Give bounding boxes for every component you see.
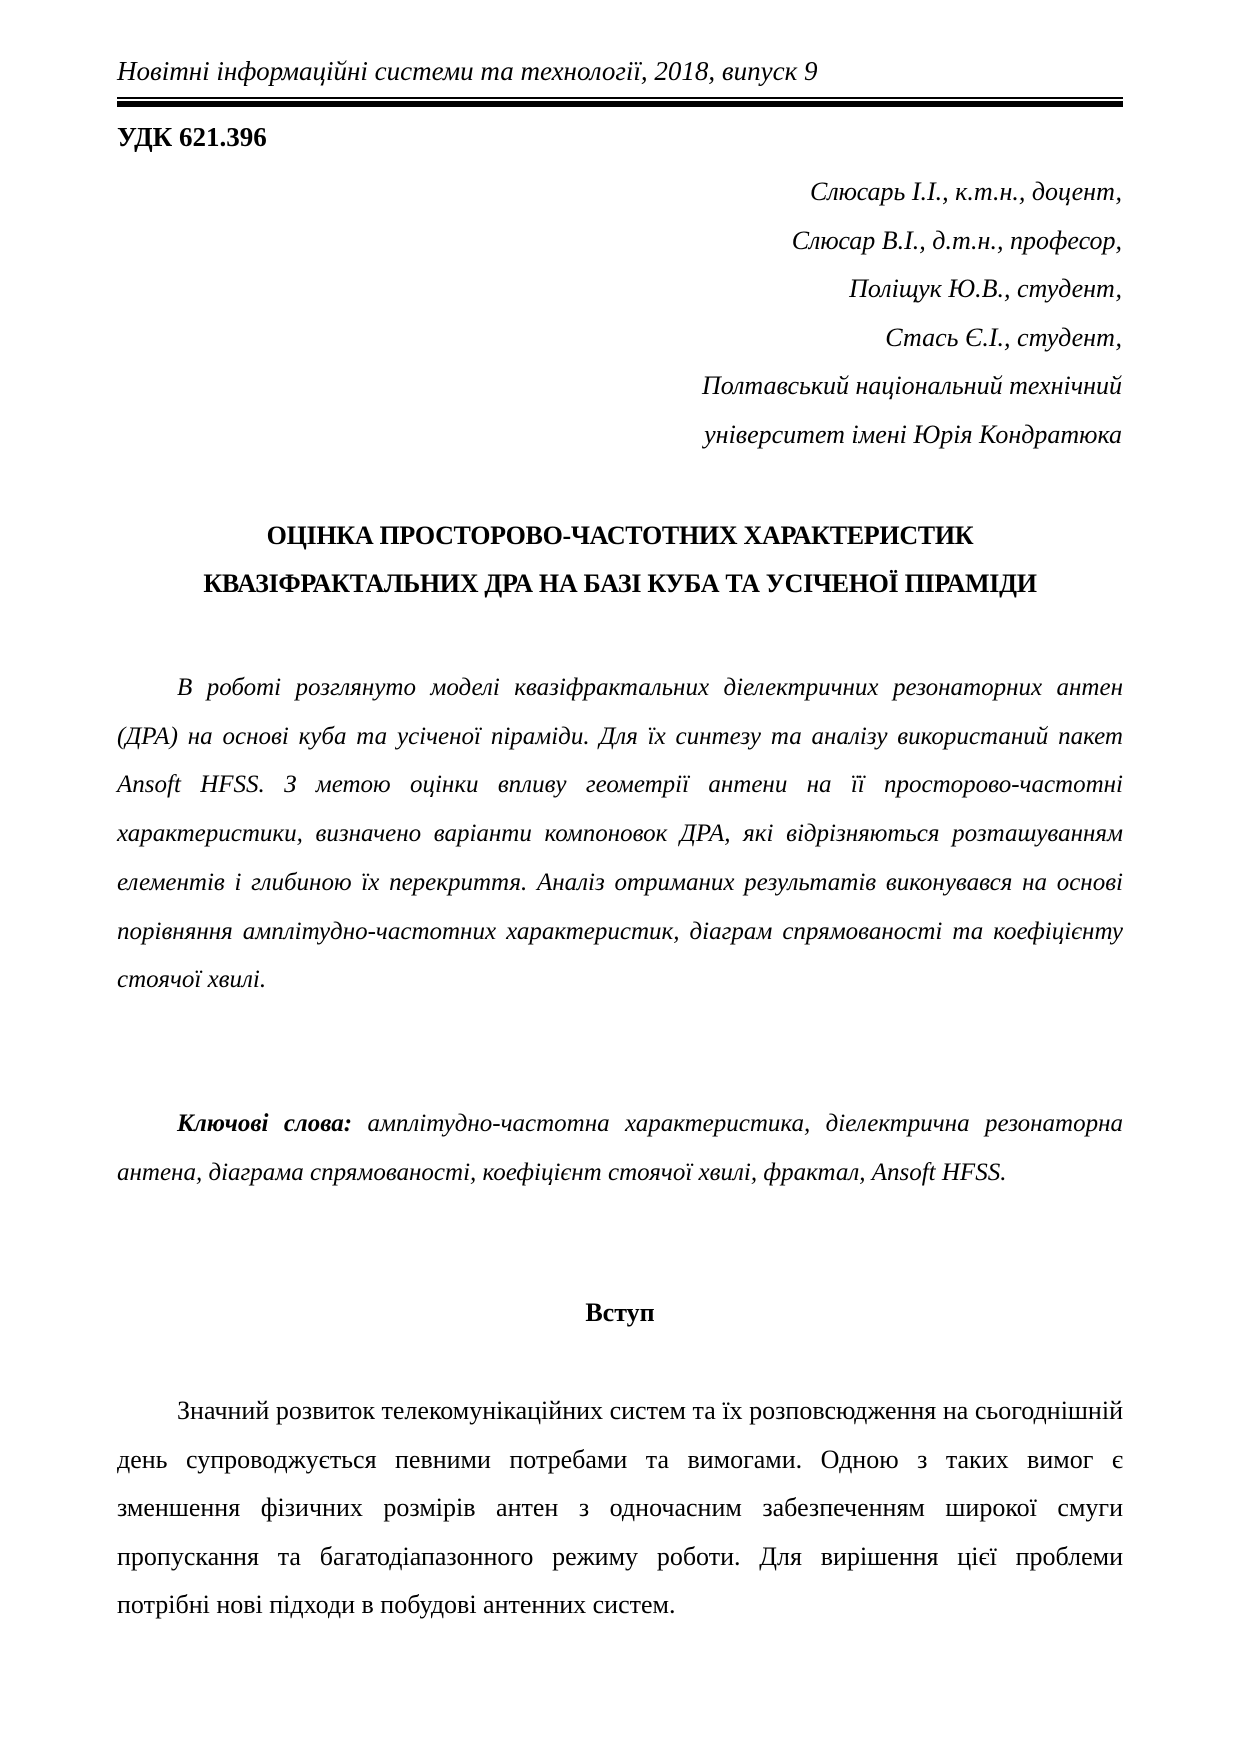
author-line: Поліщук Ю.В., студент, — [849, 274, 1122, 303]
udc-code: УДК 621.396 — [117, 122, 267, 152]
affiliation-line: Полтавський національний технічний — [701, 371, 1122, 400]
header-rule-thick — [117, 101, 1123, 107]
header-rule-thin — [117, 97, 1123, 99]
title-line-2: КВАЗІФРАКТАЛЬНИХ ДРА НА БАЗІ КУБА ТА УСІЧЕНОЇ ПІРАМІДИ — [203, 569, 1037, 598]
authors-block — [702, 168, 1122, 459]
title-line-1: ОЦІНКА ПРОСТОРОВО-ЧАСТОТНИХ ХАРАКТЕРИСТИК — [266, 521, 974, 550]
author-line: Слюсарь І.І., к.т.н., доцент, — [810, 177, 1122, 206]
paper-title — [117, 512, 1123, 608]
keywords-label: Ключові слова: — [177, 1110, 353, 1137]
author-line: Слюсар В.І., д.т.н., професор, — [791, 225, 1122, 255]
affiliation-line: університет імені Юрія Кондратюка — [704, 419, 1122, 449]
author-line: Стась Є.І., студент, — [885, 322, 1122, 352]
keywords-text: амплітудно-частотна характеристика, діелектрична резонаторна антена, діаграма спрямованості, коефіцієнт стоячої хвилі, фрактал, Ansoft HFSS. — [117, 1110, 1123, 1186]
abstract: В роботі розглянуто моделі квазіфрактальних діелектричних резонаторних антен (ДРА) на основі куба та усіченої піраміди. Для їх синтезу та аналізу використаний пакет Ansoft HFSS. З метою оцінки впливу геометрії антени на її просторово-частотні характеристики, визначено варіанти компоновок ДРА, які відрізняються розташуванням елементів і глибиною їх перекриття. Аналіз отриманих результатів виконувався на основі порівняння амплітудно-частотних характеристик, діаграм спрямованості та коефіцієнту стоячої хвилі. — [117, 674, 1123, 994]
section-heading: Вступ — [585, 1298, 655, 1327]
intro-paragraph: Значний розвиток телекомунікаційних систем та їх розповсюдження на сьогоднішній день супроводжується певними потребами та вимогами. Одною з таких вимог є зменшення фізичних розмірів антен з одночасним забезпеченням широкої смуги пропускання та багатодіапазонного режиму роботи. Для вирішення цієї проблеми потрібні нові підходи в побудові антенних систем. — [117, 1396, 1123, 1619]
keywords — [117, 1100, 1123, 1197]
running-header: Новітні інформаційні системи та технології, 2018, випуск 9 — [117, 56, 818, 86]
